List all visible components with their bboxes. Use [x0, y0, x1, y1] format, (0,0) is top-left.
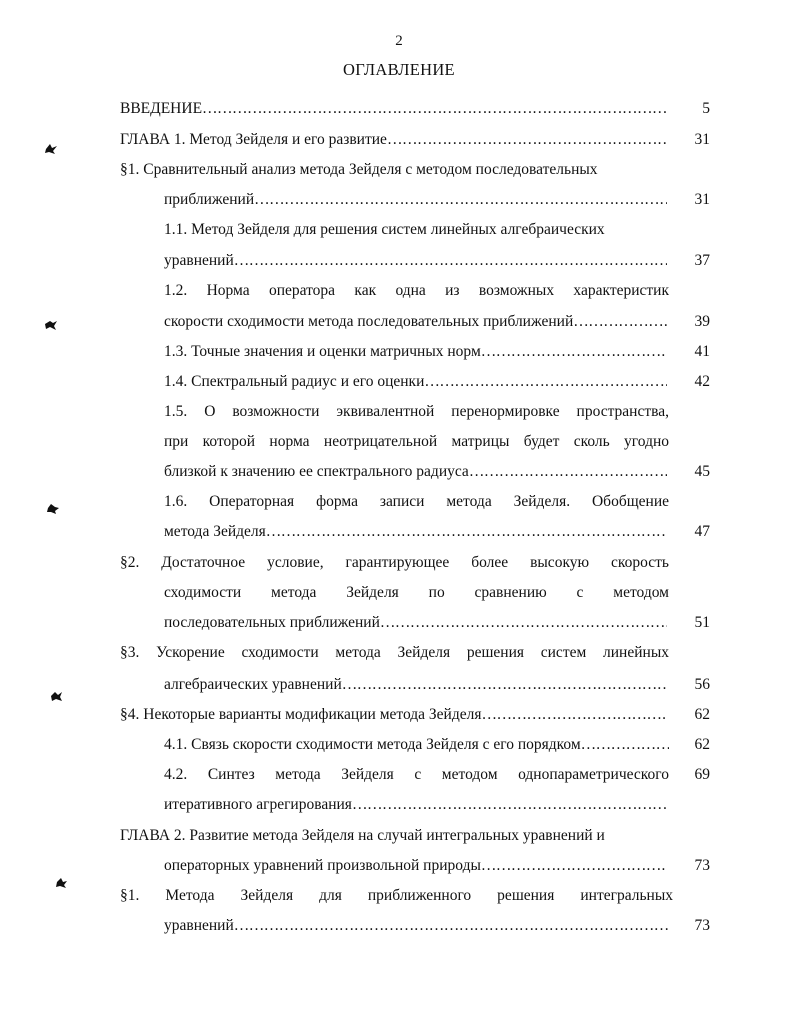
toc-entry-1-1-line-1: 1.1. Метод Зейделя для решения систем линейных алгебраических — [164, 221, 605, 238]
toc-page-number: 39 — [694, 313, 710, 330]
toc-entry-text: метода Зейделя — [164, 523, 266, 540]
page-number: 2 — [395, 33, 403, 49]
toc-entry-section-3-line-2 — [164, 674, 667, 696]
toc-entry-text: последовательных приближений — [164, 614, 380, 631]
toc-page-number: 45 — [694, 463, 710, 480]
toc-page-number: 42 — [694, 373, 710, 390]
toc-page-number: 73 — [694, 857, 710, 874]
toc-page-number: 37 — [694, 252, 710, 269]
toc-entry-text: §4. Некоторые варианты модификации метода Зейделя — [120, 706, 482, 723]
toc-page-number: 51 — [694, 614, 710, 631]
toc-page-number: 62 — [694, 706, 710, 723]
toc-entry-1-2-line-1: 1.2. Норма оператора как одна из возможных характеристик — [164, 282, 669, 299]
toc-entry-4-2-line-1: 4.2. Синтез метода Зейделя с методом однопараметрического — [164, 766, 669, 783]
toc-entry-section-1-line-2 — [164, 189, 667, 211]
toc-entry-1-2-line-2 — [164, 311, 669, 333]
toc-entry-1-6-line-2 — [164, 521, 667, 543]
toc-entry-text: уравнений — [164, 252, 234, 269]
toc-entry-text: близкой к значению ее спектрального радиуса — [164, 463, 469, 480]
toc-page-number: 69 — [694, 766, 710, 783]
toc-entry-section-3-line-1: §3. Ускорение сходимости метода Зейделя решения систем линейных — [120, 644, 669, 661]
toc-page-number: 47 — [694, 523, 710, 540]
toc-entry-chapter-2-section-1-line-1: §1. Метода Зейделя для приближенного решения интегральных — [120, 887, 673, 904]
scan-mark-icon — [55, 877, 69, 889]
toc-entry-1-4 — [164, 371, 667, 393]
toc-page-number: 41 — [694, 343, 710, 360]
scan-mark-icon — [46, 503, 60, 515]
toc-entry-intro — [120, 98, 668, 120]
toc-entry-text: уравнений — [164, 917, 234, 934]
toc-entry-text: скорости сходимости метода последовательных приближений — [164, 313, 574, 330]
toc-entry-text: 1.3. Точные значения и оценки матричных норм — [164, 343, 481, 360]
scan-mark-icon — [50, 690, 64, 702]
toc-entry-4-2-line-2 — [164, 794, 667, 816]
toc-entry-section-1-line-1: §1. Сравнительный анализ метода Зейделя с методом последовательных — [120, 161, 598, 178]
toc-entry-text: итеративного агрегирования — [164, 796, 352, 813]
toc-entry-section-2-line-3 — [164, 612, 667, 634]
toc-entry-1-5-line-3 — [164, 461, 667, 483]
toc-entry-1-5-line-1: 1.5. О возможности эквивалентной перенормировке пространства, — [164, 403, 669, 420]
toc-entry-1-1-line-2 — [164, 250, 667, 272]
toc-page-number: 5 — [702, 100, 710, 117]
toc-entry-section-4 — [120, 704, 668, 726]
scan-mark-icon — [44, 143, 58, 155]
toc-entry-chapter-2-line-2 — [164, 855, 667, 877]
toc-entry-text: алгебраических уравнений — [164, 676, 342, 693]
toc-entry-chapter-2-line-1: ГЛАВА 2. Развитие метода Зейделя на случай интегральных уравнений и — [120, 827, 605, 844]
toc-entry-chapter-2-section-1-line-2 — [164, 915, 669, 937]
toc-entry-section-2-line-1: §2. Достаточное условие, гарантирующее более высокую скорость — [120, 554, 669, 571]
toc-entry-text: приближений — [164, 191, 255, 208]
toc-entry-1-6-line-1: 1.6. Операторная форма записи метода Зейделя. Обобщение — [164, 493, 669, 510]
toc-entry-text: 4.1. Связь скорости сходимости метода Зейделя с его порядком — [164, 736, 581, 753]
toc-page-number: 73 — [694, 917, 710, 934]
scan-mark-icon — [44, 319, 58, 331]
toc-entry-4-1 — [164, 734, 669, 756]
toc-entry-section-2-line-2: сходимости метода Зейделя по сравнению с методом — [164, 584, 669, 601]
toc-entry-1-3 — [164, 341, 667, 363]
toc-page-number: 56 — [694, 676, 710, 693]
toc-page-number: 31 — [694, 191, 710, 208]
toc-entry-text: ВВЕДЕНИЕ — [120, 100, 203, 117]
toc-entry-chapter-1 — [120, 129, 668, 151]
toc-entry-1-5-line-2: при которой норма неотрицательной матрицы будет сколь угодно — [164, 433, 669, 450]
toc-page-number: 31 — [694, 131, 710, 148]
toc-entry-text: ГЛАВА 1. Метод Зейделя и его развитие — [120, 131, 387, 148]
page-title: ОГЛАВЛЕНИЕ — [343, 60, 455, 79]
toc-page-number: 62 — [694, 736, 710, 753]
toc-entry-text: 1.4. Спектральный радиус и его оценки — [164, 373, 425, 390]
toc-entry-text: операторных уравнений произвольной природы — [164, 857, 481, 874]
